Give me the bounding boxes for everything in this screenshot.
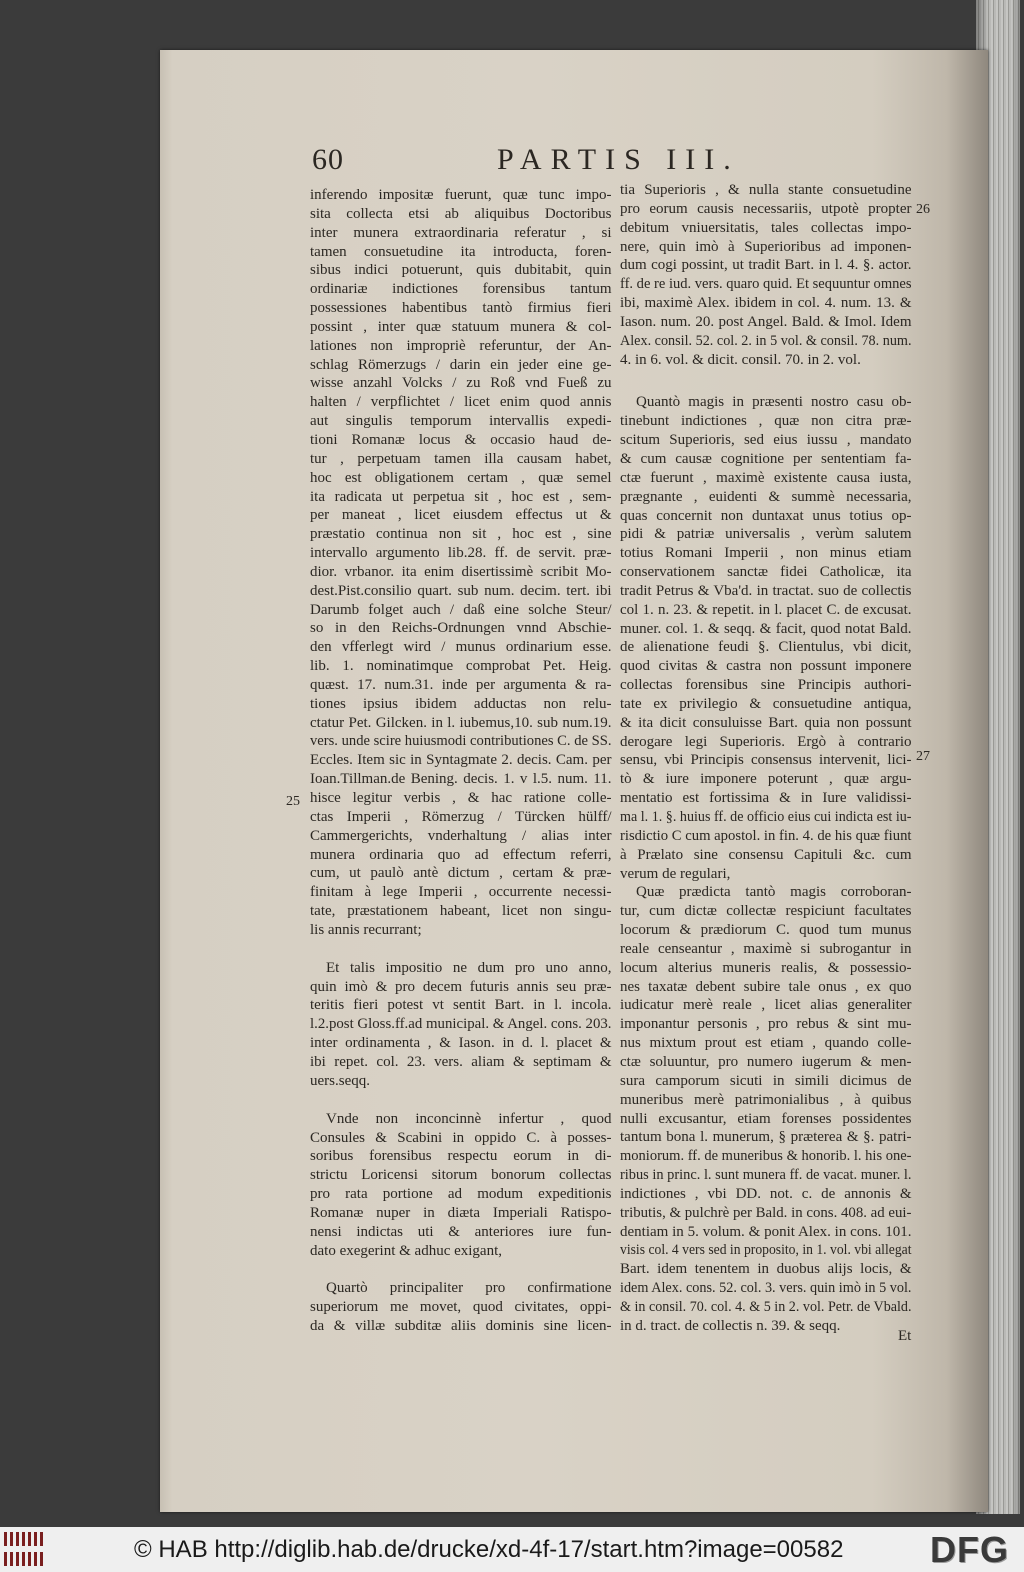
- text-line-content: wisse anzahl Volcks / zu Roß vnd Fueß zu: [310, 375, 612, 392]
- left-column: [310, 186, 612, 1336]
- text-line-content: dentiam in 5. volum. & ponit Alex. in cons. 101.: [620, 1223, 912, 1240]
- text-line-content: quod civitas & castra non possunt imponere: [620, 658, 912, 675]
- text-line-content: den vfferlegt wird / munus ordinarium esse.: [310, 639, 612, 656]
- text-line-content: moniorum. ff. de muneribus & honorib. l. his one-: [620, 1148, 912, 1165]
- text-line: [310, 261, 612, 280]
- text-line-content: nus mixtum prout est etiam , quando colle-: [620, 1035, 912, 1052]
- text-line-content: Ioan.Tillman.de Bening. decis. 1. v l.5. num. 11.: [310, 771, 612, 788]
- text-line-content: pidi & patriæ universalis , verùm salutem: [620, 526, 912, 543]
- text-line: [620, 601, 912, 620]
- text-line: [310, 619, 612, 638]
- text-line-content: & ita dicit consuluisse Bart. quia non possunt: [620, 714, 912, 731]
- text-line: [620, 200, 912, 219]
- text-line: [620, 219, 912, 238]
- text-line: [310, 883, 612, 902]
- text-line-content: tantum bona l. munerum, § præterea & §. patri-: [620, 1129, 912, 1146]
- page-scan: [160, 50, 988, 1512]
- text-line: [310, 1129, 612, 1148]
- copyright-text: © HAB http://diglib.hab.de/drucke/xd-4f-17/start.htm?image=00582: [134, 1536, 844, 1563]
- text-line-content: tur , perpetuam tamen illa causam habet,: [310, 450, 612, 467]
- text-line-content: Iason. num. 20. post Angel. Bald. & Imol. Idem: [620, 313, 912, 330]
- paragraph: [310, 186, 612, 940]
- text-line: [620, 921, 912, 940]
- text-line-content: verum de regulari,: [620, 865, 731, 882]
- text-line: [310, 808, 612, 827]
- text-line-content: quas concernit non duntaxat unus totius op-: [620, 507, 912, 524]
- text-line: [310, 205, 612, 224]
- text-line: [310, 789, 612, 808]
- dfg-logo: DFG: [930, 1529, 1009, 1570]
- text-line: [310, 638, 612, 657]
- margin-number: 27: [916, 749, 930, 764]
- text-line-content: hoc est obligationem certam , quæ semel: [310, 469, 612, 486]
- paragraph: [620, 393, 912, 883]
- text-line: [620, 412, 912, 431]
- text-line-content: totius Romani Imperii , non minus etiam: [620, 545, 912, 562]
- text-line: [620, 1110, 912, 1129]
- text-line: [310, 1053, 612, 1072]
- text-line: [620, 450, 912, 469]
- text-line-content: lationes non impropriè referuntur, der An-: [310, 337, 612, 354]
- text-line: [310, 657, 612, 676]
- text-line-content: Vnde non inconcinnè infertur , quod: [326, 1110, 612, 1127]
- text-line-content: inferendo impositæ fuerunt, quæ tunc impo-: [310, 187, 612, 203]
- text-line-content: pro rata portione ad modum expeditionis: [310, 1186, 612, 1203]
- text-line: [620, 620, 912, 639]
- text-line: [620, 789, 912, 808]
- text-line-content: sita collecta etsi ab aliquibus Doctoribus: [310, 205, 612, 222]
- text-line: [310, 224, 612, 243]
- text-line-content: collectas forensibus sine Principis authori-: [620, 677, 912, 694]
- text-line: [620, 507, 912, 526]
- text-line: [620, 1015, 912, 1034]
- text-line-content: ma l. 1. §. huius ff. de officio eius cui indicta est iu-: [620, 809, 912, 825]
- text-line: [310, 488, 612, 507]
- text-line-content: inter munera extraordinaria referatur , si: [310, 224, 612, 241]
- text-line-content: da & villæ subditæ aliis dominis sine licen-: [310, 1318, 612, 1335]
- text-line: [620, 676, 912, 695]
- text-line: [620, 256, 912, 275]
- paragraph: [310, 1110, 612, 1261]
- text-line: [620, 275, 912, 294]
- text-line: [310, 431, 612, 450]
- text-line: [620, 1279, 912, 1298]
- text-line: [620, 1072, 912, 1091]
- running-head: PARTIS III.: [497, 143, 740, 176]
- paragraph: [620, 883, 912, 1335]
- text-line: [310, 393, 612, 412]
- text-line-content: col 1. n. 23. & repetit. in l. placet C. de excusat.: [620, 601, 912, 618]
- text-line: [620, 238, 912, 257]
- text-line-content: in d. tract. de collectis n. 39. & seqq.: [620, 1317, 841, 1334]
- text-line-content: possint , inter quæ statuum munera & col-: [310, 318, 612, 335]
- text-line: [620, 883, 912, 902]
- text-line: [310, 978, 612, 997]
- text-line: [620, 657, 912, 676]
- text-line: [310, 469, 612, 488]
- text-line-content: mentatio est fortissima & in Iure validissi-: [620, 790, 912, 807]
- text-line: [620, 902, 912, 921]
- text-line-content: 4. in 6. vol. & dicit. consil. 70. in 2. vol.: [620, 351, 861, 368]
- text-line: [620, 1241, 912, 1260]
- paragraph: [620, 181, 912, 369]
- text-line: [310, 864, 612, 883]
- text-line: [310, 1317, 612, 1336]
- text-line-content: Darumb folget auch / daß eine solche Steur/: [310, 601, 612, 618]
- text-line-content: quæst. 17. num.31. inde per argumenta & ra-: [310, 676, 612, 693]
- text-line: [620, 1204, 912, 1223]
- text-line-content: possessiones habentibus tantò firmius fieri: [310, 300, 612, 317]
- right-column: [620, 181, 912, 1336]
- text-line: [620, 181, 912, 200]
- text-line-content: pro eorum causis necessariis, utpotè propter: [620, 200, 912, 217]
- text-line-content: imponantur personis , pro rebus & sint mu-: [620, 1016, 912, 1033]
- text-line-content: munera ordinaria quo ad effectum referri,: [310, 846, 612, 863]
- text-line-content: ibi repet. col. 23. vers. aliam & septimam &: [310, 1053, 612, 1070]
- text-line-content: lib. 1. nominatimque comprobat Pet. Heig.: [310, 658, 612, 675]
- text-line: [310, 902, 612, 921]
- text-line-content: & in consil. 70. col. 4. & 5 in 2. vol. Petr. de Vbald.: [620, 1298, 912, 1315]
- text-line: [310, 544, 612, 563]
- text-line: [620, 313, 912, 332]
- text-line: [310, 1147, 612, 1166]
- text-line-content: ctas Imperii , Römerzug / Türcken hülff/: [310, 808, 612, 825]
- text-line: [620, 488, 912, 507]
- text-line-content: sura camporum sicuti in simili dicimus de: [620, 1072, 912, 1089]
- text-line: [310, 1166, 612, 1185]
- text-line-content: teritis fieri potest vt sentit Bart. in l. incola.: [310, 997, 612, 1014]
- text-line: [310, 1185, 612, 1204]
- text-line: [310, 525, 612, 544]
- text-line: [620, 1223, 912, 1242]
- text-line: [620, 1260, 912, 1279]
- text-line: [310, 1034, 612, 1053]
- text-line-content: strictu Loricensi sitorum bonorum collectas: [310, 1167, 612, 1184]
- text-line: [310, 299, 612, 318]
- text-line-content: iudicatur merè reale , licet alias generaliter: [620, 997, 912, 1014]
- text-line: [310, 1072, 612, 1091]
- text-line-content: cum, ut paulò antè dictum , certam & præ-: [310, 865, 612, 882]
- text-line: [620, 393, 912, 412]
- text-line: [620, 978, 912, 997]
- text-line-content: præstatio continua non sit , hoc est , sine: [310, 526, 612, 543]
- text-line: [620, 1317, 912, 1336]
- text-line-content: per maneat , licet eiusdem effectus ut &: [310, 507, 612, 524]
- text-line: [310, 676, 612, 695]
- text-line-content: locorum & prædiorum C. quod tum munus: [620, 922, 912, 939]
- text-line: [310, 582, 612, 601]
- text-line-content: conservationem sanctæ fidei Catholicæ, ita: [620, 564, 912, 581]
- text-line: [620, 1147, 912, 1166]
- text-line-content: superiorum me movet, quod civitates, oppi-: [310, 1299, 612, 1316]
- text-line: [620, 332, 912, 351]
- text-line: [310, 412, 612, 431]
- text-line-content: nulli excusantur, etiam forenses possidentes: [620, 1110, 912, 1127]
- text-line-content: inter ordinamenta , & Iason. in d. l. placet &: [310, 1035, 612, 1052]
- text-line-content: visis col. 4 vers sed in proposito, in 1. vol. vbi allegat: [620, 1242, 912, 1259]
- text-line-content: risdictio C cum apostol. in fin. 4. de his quæ fiunt: [620, 827, 912, 844]
- text-line-content: Consules & Scabini in oppido C. à posses-: [310, 1129, 612, 1146]
- text-line: [620, 1185, 912, 1204]
- text-line: [620, 351, 912, 370]
- margin-number: 25: [286, 794, 300, 809]
- text-line: [310, 959, 612, 978]
- text-line-content: nere, quin imò à Superioribus ad imponen-: [620, 238, 912, 255]
- text-line: [310, 243, 612, 262]
- text-line-content: dior. vrbanor. ita enim disertissimè scribit Mo-: [310, 563, 612, 580]
- text-line: [310, 506, 612, 525]
- text-line-content: tioni Romanæ locus & occasio haud de-: [310, 431, 612, 448]
- text-line: [620, 1128, 912, 1147]
- paragraph: [310, 1279, 612, 1336]
- text-line: [310, 827, 612, 846]
- text-line-content: tur, cum dictæ collectæ respiciunt facultates: [620, 903, 912, 920]
- text-line-content: sibus indici potuerunt, quis dubitabit, quin: [310, 262, 612, 279]
- text-line-content: tò & iure imponere poterunt , quæ argu-: [620, 771, 912, 788]
- text-line: [620, 638, 912, 657]
- text-line: [620, 525, 912, 544]
- text-line: [310, 280, 612, 299]
- text-line: [310, 186, 612, 205]
- text-line-content: de alienatione feudi §. Clientulus, vbi dicit,: [620, 639, 912, 656]
- text-line: [620, 940, 912, 959]
- text-line-content: ff. de re iud. vers. quaro quid. Et sequuntur omnes: [620, 276, 912, 293]
- text-line-content: tiones ipsius ibidem adductas non relu-: [310, 695, 612, 712]
- text-line-content: schlag Römerzugs / darin ein jeder eine ge-: [310, 356, 612, 373]
- text-line-content: tinebunt indictiones , quæ non citra præ-: [620, 413, 912, 430]
- text-line: [310, 751, 612, 770]
- text-line-content: ctæ soluuntur, pro numero iugerum & men-: [620, 1053, 912, 1070]
- text-line: [620, 865, 912, 884]
- page-number: 60: [312, 143, 344, 176]
- text-line-content: halten / verpflichtet / licet enim quod annis: [310, 394, 612, 411]
- text-line-content: Cammergerichts, vnderhaltung / alias inter: [310, 827, 612, 844]
- text-line-content: ita radicata ut perpetua sit , hoc est , sem-: [310, 488, 612, 505]
- text-line-content: tradit Petrus & Vba'd. in tractat. suo de collectis: [620, 582, 912, 599]
- text-line: [620, 1091, 912, 1110]
- text-line: [620, 294, 912, 313]
- text-line-content: nensi indictas uti & anteriores iure fun-: [310, 1223, 612, 1240]
- text-line-content: locum alterius muneris realis, & possessio-: [620, 959, 912, 976]
- text-line: [620, 846, 912, 865]
- text-line: [310, 1015, 612, 1034]
- text-line-content: Quæ prædicta tantò magis corroboran-: [636, 884, 912, 901]
- text-line-content: uers.seqq.: [310, 1072, 370, 1089]
- text-line-content: so in den Reichs-Ordnungen vnnd Abschie-: [310, 620, 612, 637]
- text-line-content: hisce legitur verbis , & hac ratione colle-: [310, 790, 612, 806]
- text-line-content: Romanæ nuper in diæta Imperiali Ratispo-: [310, 1204, 612, 1221]
- text-line: [620, 1034, 912, 1053]
- text-line-content: ordinariæ indictiones forensibus tantum: [310, 281, 612, 298]
- text-line-content: Quantò magis in præsenti nostro casu ob-: [636, 394, 912, 411]
- text-line: [310, 601, 612, 620]
- text-line: [310, 1204, 612, 1223]
- paragraph: [310, 959, 612, 1091]
- text-line-content: tate, præstationem habeant, licet non singu-: [310, 903, 612, 920]
- hab-logo-icon: [4, 1532, 44, 1566]
- text-line: [310, 318, 612, 337]
- text-line-content: aut singulis temporum intervallis expedi-: [310, 413, 612, 430]
- text-line: [310, 770, 612, 789]
- text-line-content: tate ex privilegio & consuetudine antiqua,: [620, 695, 912, 712]
- text-line-content: tributis, & pulchrè per Bald. in cons. 408. ad eui-: [620, 1204, 912, 1221]
- text-line-content: lis annis recurrant;: [310, 921, 422, 938]
- text-line-content: reale censeantur , maximè si subrogantur in: [620, 940, 912, 957]
- text-line: [620, 544, 912, 563]
- text-line: [310, 1242, 612, 1261]
- text-line-content: nes taxatæ debent subire tale onus , ex quo: [620, 978, 912, 995]
- text-line-content: & cum causæ cognitione per sententiam fa-: [620, 450, 912, 467]
- text-line-content: Alex. consil. 52. col. 2. in 5 vol. & consil. 78. num.: [620, 332, 912, 349]
- text-line: [620, 431, 912, 450]
- text-line-content: tia Superioris , & nulla stante consuetudine: [620, 182, 912, 198]
- text-line-content: scitum Superioris, sed eius iussu , mandato: [620, 432, 912, 449]
- text-line: [310, 1223, 612, 1242]
- viewer-footer-bar: [0, 1527, 1024, 1572]
- text-line: [620, 563, 912, 582]
- text-line-content: debitum vniuersitatis, tales collectas impo-: [620, 219, 912, 236]
- text-line-content: soribus forensibus respectu eorum in di-: [310, 1148, 612, 1165]
- text-line: [310, 714, 612, 733]
- text-line: [620, 714, 912, 733]
- text-line: [310, 563, 612, 582]
- text-line-content: finitam à lege Imperii , occurrente necessi-: [310, 884, 612, 901]
- text-line-content: à Prælato sine consensu Capituli &c. cum: [620, 846, 912, 863]
- text-line: [310, 1298, 612, 1317]
- text-line-content: dato exegerint & adhuc exigant,: [310, 1242, 503, 1259]
- text-line-content: indictiones , vbi DD. not. c. de annonis &: [620, 1185, 912, 1202]
- text-line: [620, 959, 912, 978]
- text-line: [620, 1053, 912, 1072]
- text-line-content: prægnante , euidenti & summè necessaria,: [620, 488, 912, 505]
- text-line: [620, 469, 912, 488]
- text-line-content: sensu, vbi Principis consensus intervenit, lici-: [620, 752, 912, 769]
- text-line-content: intervallo argumento lib.28. ff. de servit. præ-: [310, 545, 612, 562]
- text-line: [620, 1298, 912, 1317]
- text-line: [310, 921, 612, 940]
- text-line: [620, 808, 912, 827]
- text-line-content: idem Alex. cons. 52. col. 3. vers. quin imò in 5 vol.: [620, 1280, 912, 1297]
- catchword: Et: [898, 1328, 912, 1344]
- text-line-content: dum cogi possint, ut tradit Bart. in l. 4. §. actor.: [620, 257, 912, 274]
- text-line: [620, 770, 912, 789]
- text-line-content: vers. unde scire huiusmodi contributiones C. de SS.: [310, 733, 612, 750]
- text-line: [310, 337, 612, 356]
- text-line-content: Eccles. Item sic in Syntagmate 2. decis. Cam. per: [310, 752, 612, 769]
- text-line: [310, 996, 612, 1015]
- text-line: [620, 1166, 912, 1185]
- text-line-content: derogare legi Superioris. Ergò à contrario: [620, 733, 912, 750]
- text-line-content: muneribus merè patrimonialibus , à quibus: [620, 1091, 912, 1108]
- text-line: [620, 751, 912, 770]
- text-line-content: Bart. idem tenentem in duobus alijs locis, &: [620, 1261, 912, 1278]
- text-line-content: quin imò & pro decem futuris annis seu præ-: [310, 978, 612, 995]
- text-line-content: Quartò principaliter pro confirmatione: [326, 1280, 612, 1297]
- text-line: [620, 827, 912, 846]
- text-line-content: ibi, maximè Alex. ibidem in col. 4. num. 13. &: [620, 295, 912, 312]
- text-line-content: dest.Pist.consilio quart. sub num. decim. tert. ibi: [310, 582, 612, 599]
- text-line: [310, 450, 612, 469]
- text-line: [310, 1110, 612, 1129]
- text-line-content: l.2.post Gloss.ff.ad municipal. & Angel. cons. 203.: [310, 1016, 612, 1033]
- text-line: [620, 582, 912, 601]
- text-line-content: Et talis impositio ne dum pro uno anno,: [326, 959, 612, 976]
- text-line-content: tamen consuetudine ita introducta, foren-: [310, 243, 612, 260]
- text-line: [620, 996, 912, 1015]
- text-line-content: ctæ fuerunt , maximè existente causa iusta,: [620, 469, 912, 486]
- margin-number: 26: [916, 202, 930, 217]
- text-line: [310, 695, 612, 714]
- text-line: [310, 1279, 612, 1298]
- text-line-content: ribus in princ. l. sunt munera ff. de vacat. muner. l.: [620, 1167, 912, 1184]
- text-line: [310, 732, 612, 751]
- text-line: [310, 374, 612, 393]
- text-line-content: muner. col. 1. & seqq. & facit, quod notat Bald.: [620, 620, 912, 637]
- text-line: [310, 356, 612, 375]
- text-line-content: ctatur Pet. Gilcken. in l. iubemus,10. sub num.19.: [310, 714, 612, 731]
- text-line: [620, 695, 912, 714]
- text-line: [310, 846, 612, 865]
- text-line: [620, 733, 912, 752]
